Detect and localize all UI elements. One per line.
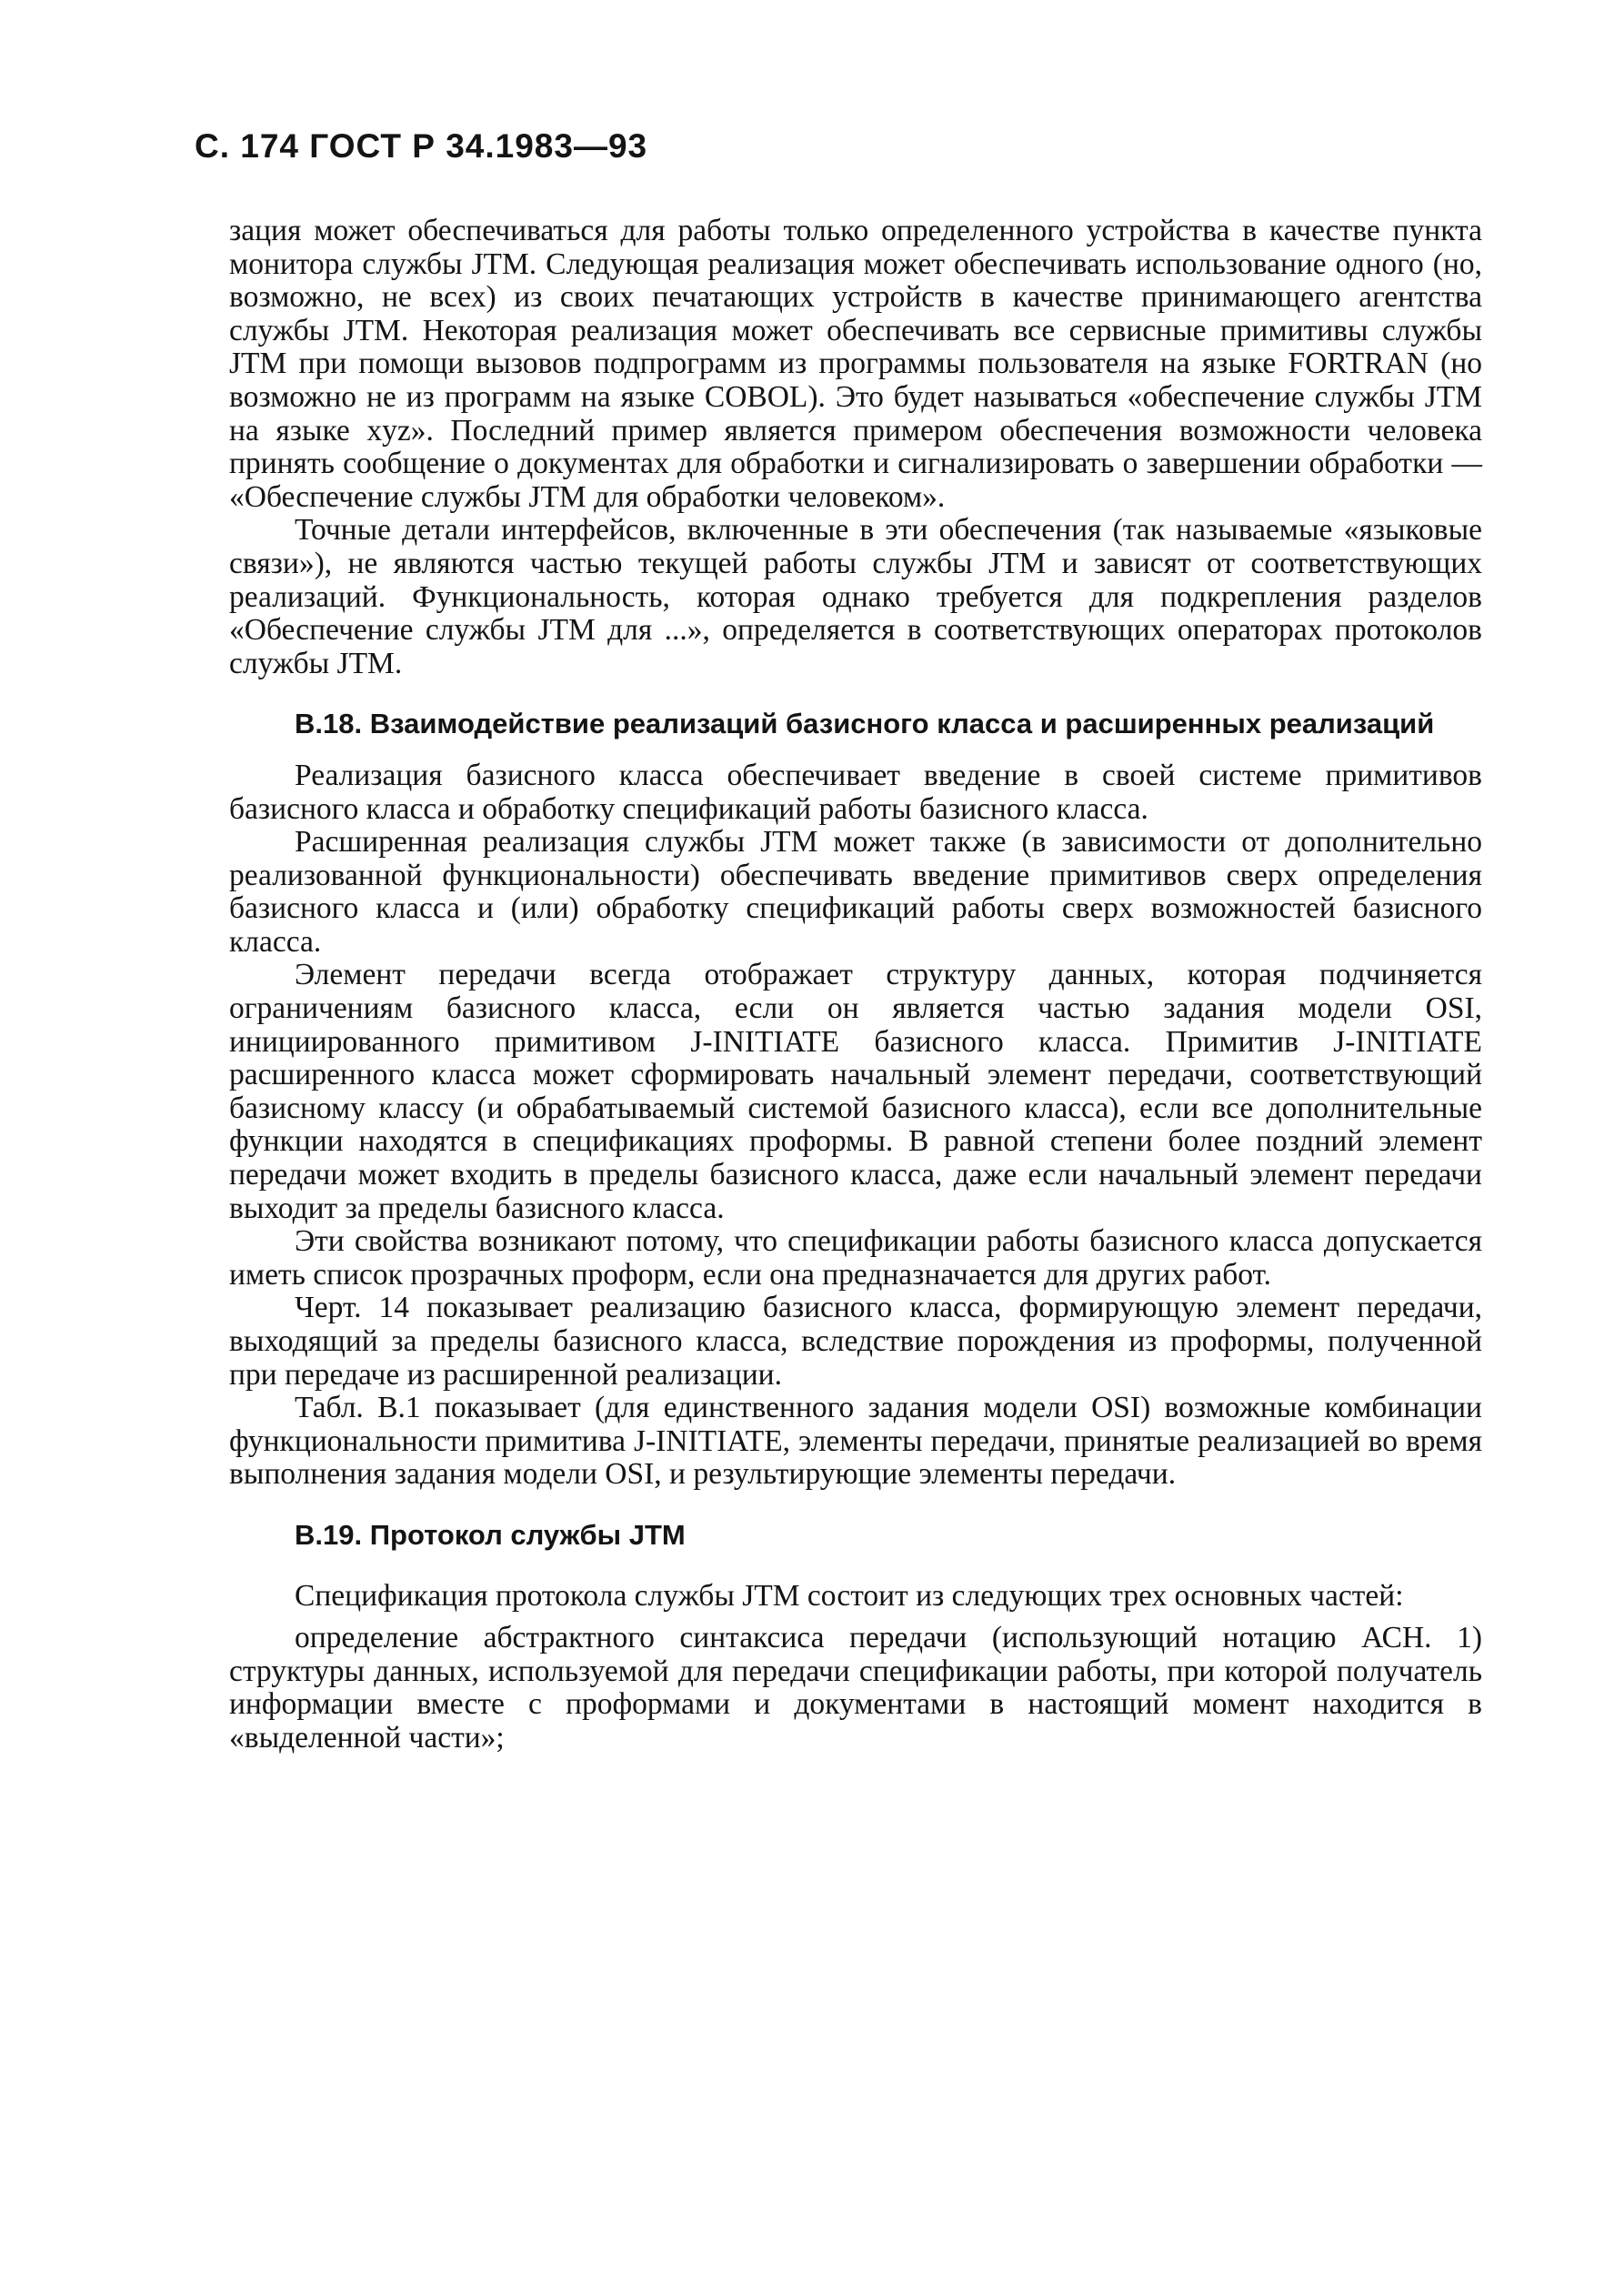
paragraph-protocol-parts: Спецификация протокола службы JTM состоит из следующих трех основных частей: <box>295 1578 1404 1613</box>
paragraph-table-b1: Табл. В.1 показывает (для единственного задания модели OSI) возможные комбинации функциональности примитива J-INITIATE, элементы передачи, принятые реализацией во время выполнения задания модели OSI, и результирующие элементы передачи. <box>229 1391 1482 1492</box>
paragraph-properties: Эти свойства возникают потому, что спецификации работы базисного класса допускается иметь список прозрачных проформ, если она предназначается для других работ. <box>229 1224 1482 1292</box>
section-number: В.19. <box>295 1518 363 1551</box>
paragraph-asn1-definition: определение абстрактного синтаксиса передачи (использующий нотацию АСН. 1) структуры данных, используемой для передачи спецификации работы, при которой получатель информации вместе с проформами и документами в настоящий момент находится в «выделенной части»; <box>229 1621 1482 1755</box>
paragraph-extended-implementation: Расширенная реализация службы JTM может также (в зависимости от дополнительно реализованной функциональности) обеспечивать введение примитивов сверх определения базисного класса и (или) обработку спецификаций работы сверх возможностей базисного класса. <box>229 825 1482 959</box>
paragraph-continued: зация может обеспечиваться для работы только определенного устройства в качестве пункта монитора службы JTM. Следующая реализация может обеспечивать использование одного (но, возможно, не всех) из своих печатающих устройств в качестве принимающего агентства службы JTM. Некоторая реализация может обеспечивать все сервисные примитивы службы JTM при помощи вызовов подпрограмм из программы пользователя на языке FORTRAN (но возможно не из программ на языке COBOL). Это будет называться «обеспечение службы JTM на языке xyz». Последний пример является примером обеспечения возможности человека принять сообщение о документах для обработки и сигнализировать о завершении обработки — «Обеспечение службы JTM для обработки человеком». <box>229 214 1482 514</box>
paragraph-transfer-element: Элемент передачи всегда отображает структуру данных, которая подчиняется ограничениям базисного класса, если он является частью задания модели OSI, инициированного примитивом J-INITIATE базисного класса. Примитив J-INITIATE расширенного класса может сформировать начальный элемент передачи, соответствующий базисному классу (и обрабатываемый системой базисного класса), если все дополнительные функции находятся в спецификациях проформы. В равной степени более поздний элемент передачи может входить в пределы базисного класса, даже если начальный элемент передачи выходит за пределы базисного класса. <box>229 958 1482 1225</box>
paragraph-basic-class: Реализация базисного класса обеспечивает введение в своей системе примитивов базисного класса и обработку спецификаций работы базисного класса. <box>229 758 1482 826</box>
section-number: В.18. <box>295 708 363 740</box>
section-title: Протокол службы JTM <box>369 1518 686 1551</box>
running-title: С. 174 ГОСТ Р 34.1983—93 <box>195 127 648 165</box>
paragraph-language-bindings: Точные детали интерфейсов, включенные в эти обеспечения (так называемые «языковые связи»), не являются частью текущей работы службы JTM и зависят от соответствующих реализаций. Функциональность, которая однако требуется для подкрепления разделов «Обеспечение службы JTM для ...», определяется в соответствующих операторах протоколов службы JTM. <box>229 513 1482 680</box>
section-heading-b19 <box>229 1519 1482 1553</box>
section-heading-b18 <box>229 708 1482 741</box>
document-body <box>229 215 1482 1755</box>
page-header <box>195 127 647 166</box>
paragraph-figure-14: Черт. 14 показывает реализацию базисного класса, формирующую элемент передачи, выходящий за пределы базисного класса, вследствие порождения из проформы, полученной при передаче из расширенной реализации. <box>229 1291 1482 1392</box>
section-title: Взаимодействие реализаций базисного класса и расширенных реализаций <box>369 708 1435 740</box>
